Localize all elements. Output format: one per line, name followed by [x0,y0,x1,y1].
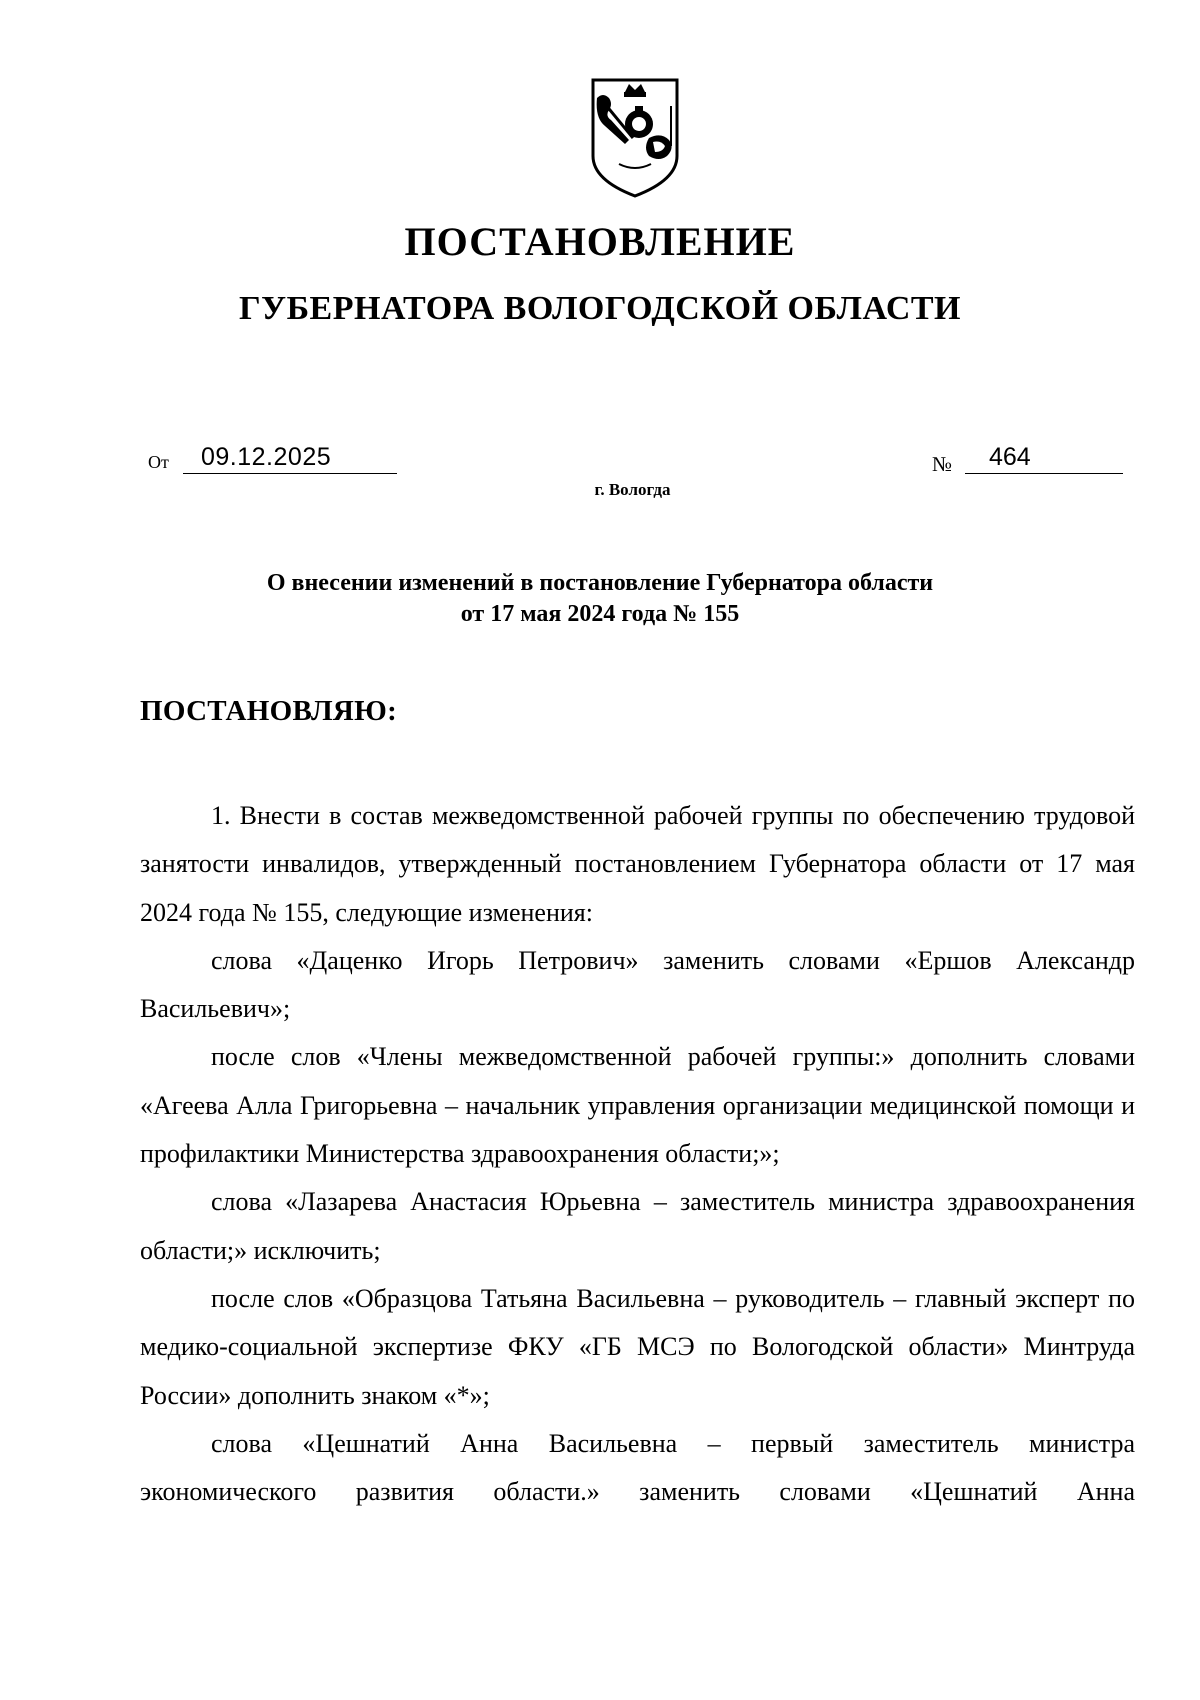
document-subject [140,568,1060,630]
paragraph: 1. Внести в состав межведомственной рабочей группы по обеспечению трудовой занятости инвалидов, утвержденный постановлением Губернатора области от 17 мая 2024 года № 155, следующие изменения: [140,801,1135,927]
paragraph: слова «Лазарева Анастасия Юрьевна – заместитель министра здравоохранения области;» исключить; [140,1187,1135,1265]
date-field [183,443,397,474]
place-of-issue: г. Вологда [594,480,671,499]
document-body [140,792,1135,1516]
document-title: ПОСТАНОВЛЕНИЕ [404,219,796,264]
subject-line-1: О внесении изменений в постановление Губернатора области [266,570,934,596]
paragraph: после слов «Члены межведомственной рабочей группы:» дополнить словами «Агеева Алла Григорьевна – начальник управления организации медицинской помощи и профилактики Министерства здравоохранения области;»; [140,1042,1135,1169]
paragraph: после слов «Образцова Татьяна Васильевна – руководитель – главный эксперт по медико-социальной экспертизе ФКУ «ГБ МСЭ по Вологодской области» Минтруда России» дополнить знаком «*»; [140,1283,1135,1410]
decree-heading: ПОСТАНОВЛЯЮ: [140,695,398,727]
paragraph: слова «Цешнатий Анна Васильевна – первый заместитель министра экономического развития области.» заменить словами «Цешнатий Анна [140,1428,1135,1507]
document-subtitle: ГУБЕРНАТОРА ВОЛОГОДСКОЙ ОБЛАСТИ [238,290,961,327]
number-label: № [932,452,953,476]
date-label: От [148,452,169,472]
date-value: 09.12.2025 [201,443,332,471]
number-field [965,443,1123,474]
subject-line-2: от 17 мая 2024 года № 155 [460,601,740,627]
paragraph: слова «Даценко Игорь Петрович» заменить словами «Ершов Александр Васильевич»; [140,945,1135,1024]
number-value: 464 [989,443,1031,471]
coat-of-arms-icon [589,76,681,200]
